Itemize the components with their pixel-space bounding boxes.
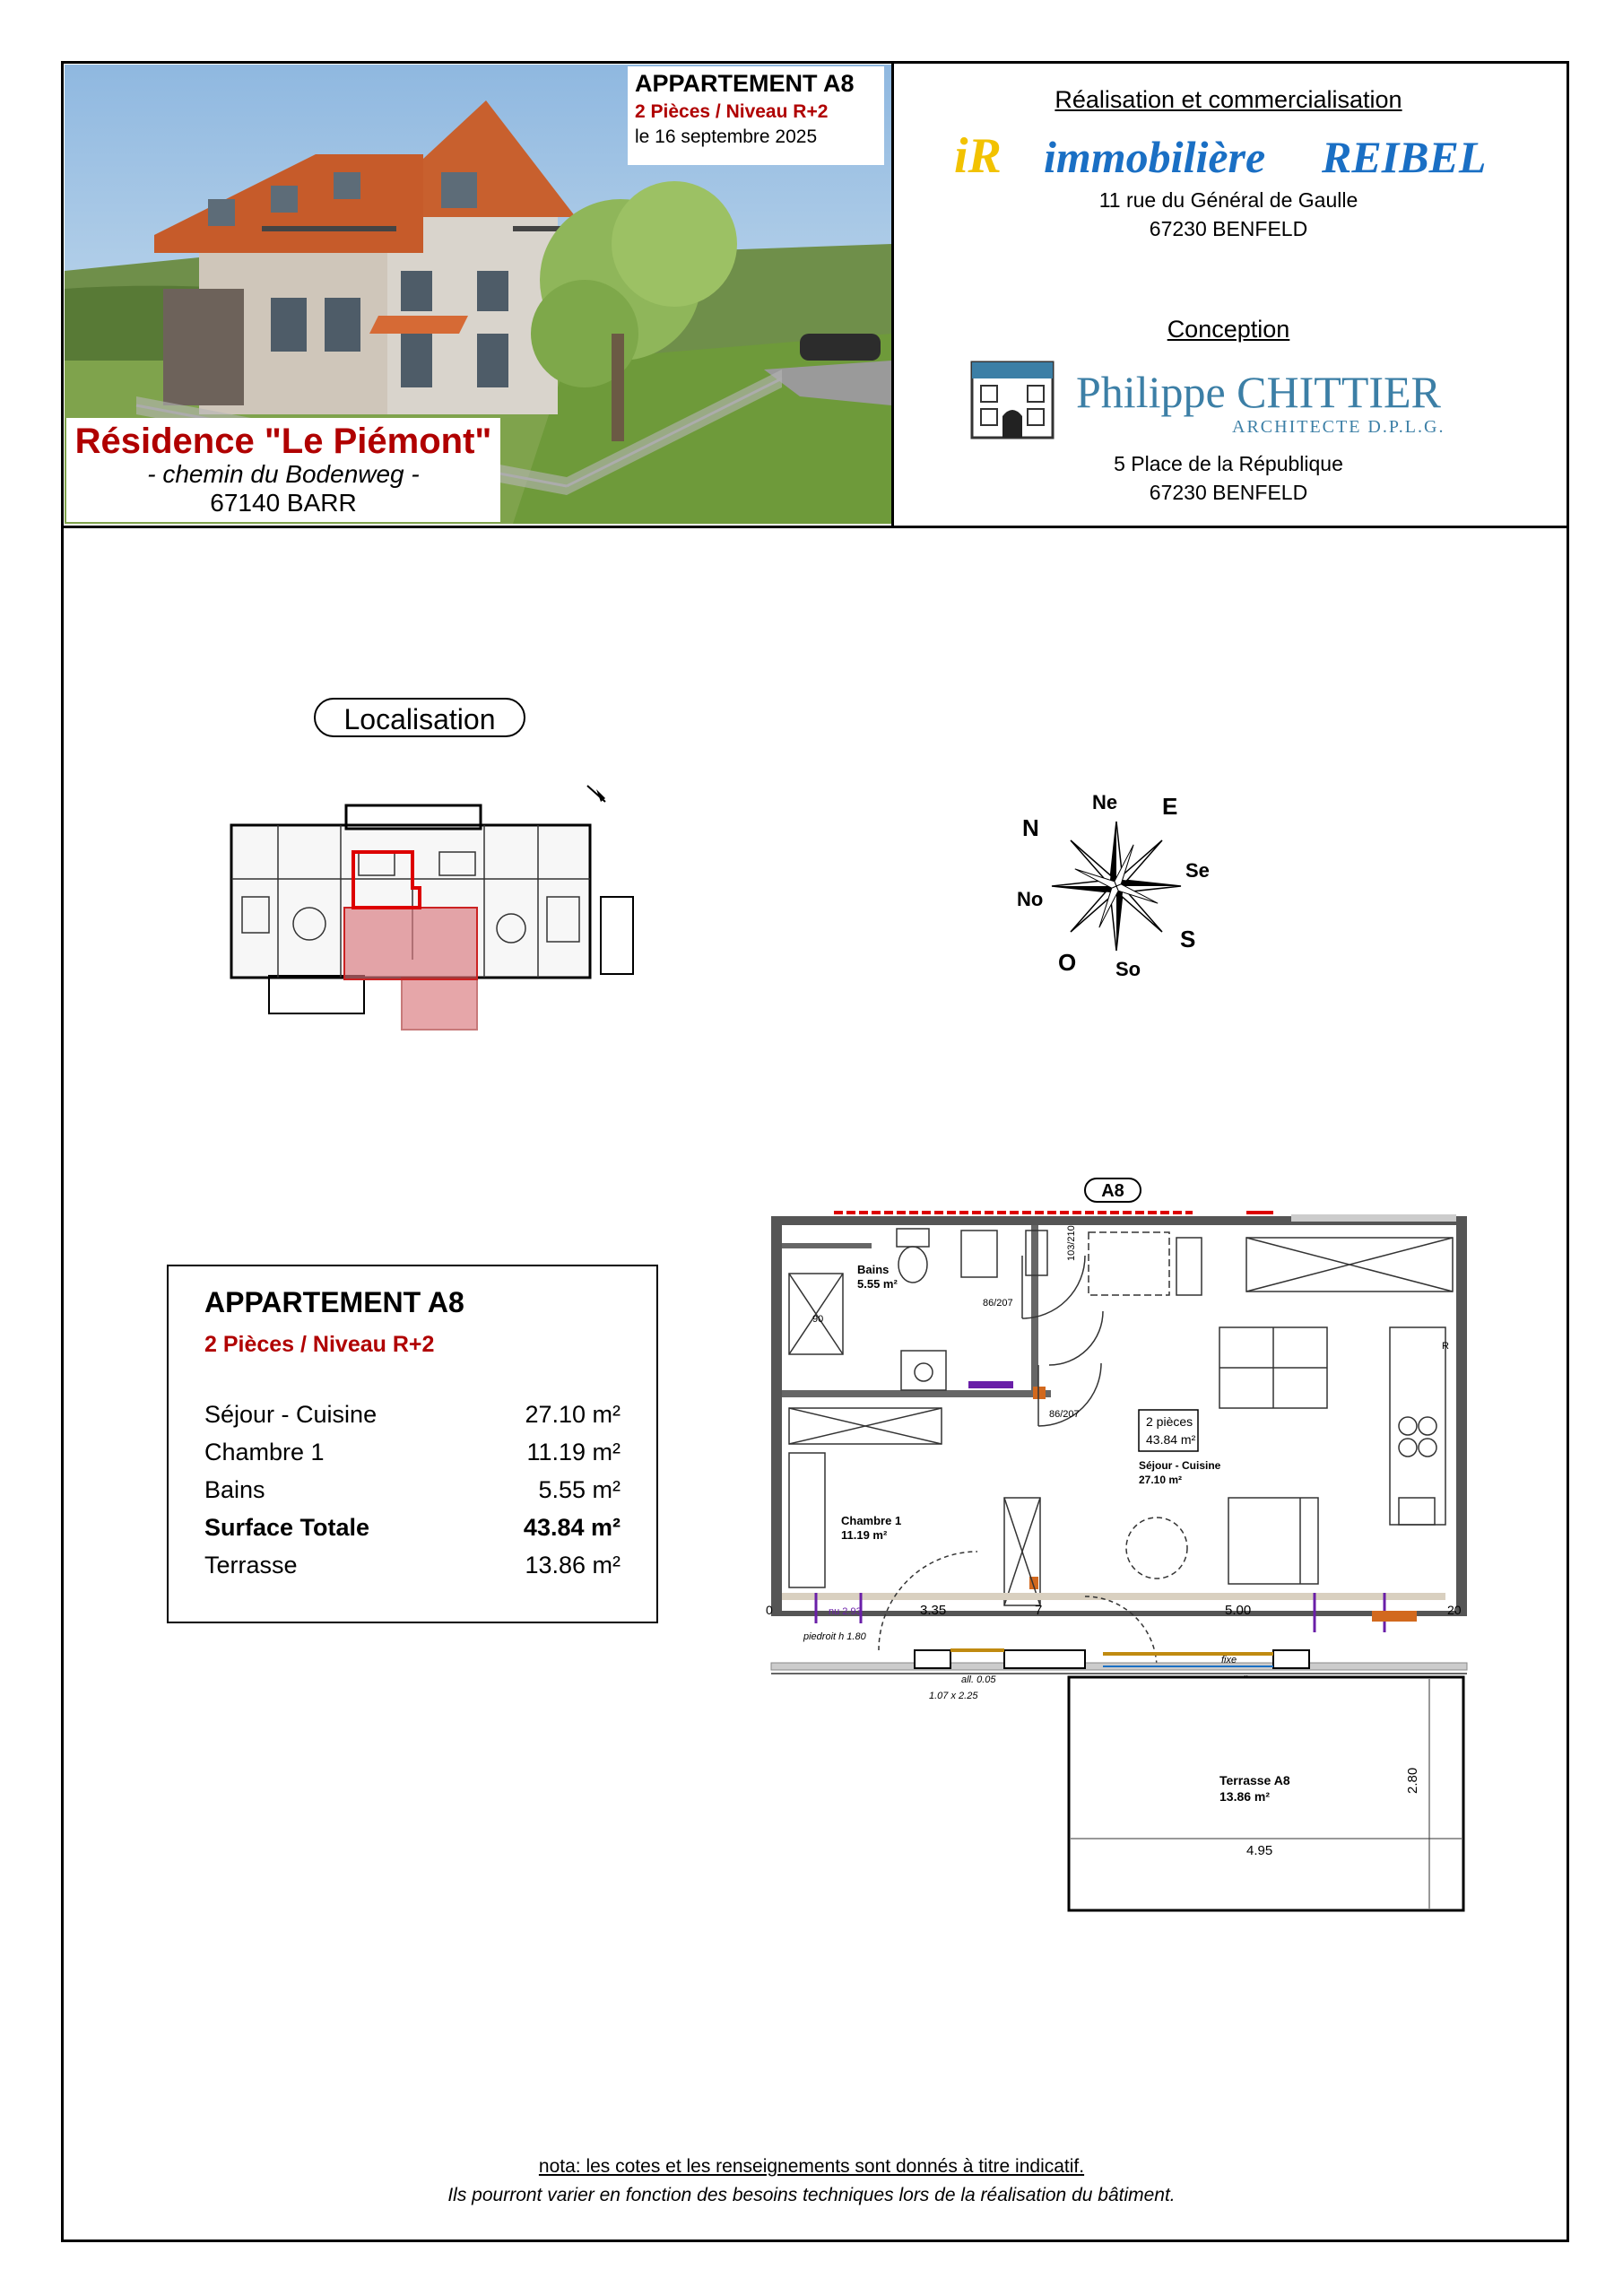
sejour-area: 27.10 m² xyxy=(1139,1474,1183,1486)
dim-edge-left: 0 xyxy=(766,1603,773,1617)
architect-name: Philippe CHITTIER xyxy=(1076,367,1441,417)
note-line2: Ils pourront varier en fonction des besoins techniques lors de la réalisation du bâtiment. xyxy=(447,2185,1176,2205)
residence-street: - chemin du Bodenweg - xyxy=(147,460,420,488)
door-size-bains: 86/207 xyxy=(983,1298,1013,1309)
reibel-address-line1: 11 rue du Général de Gaulle xyxy=(1098,188,1358,212)
note-line1: nota: les cotes et les renseignements sont donnés à titre indicatif. xyxy=(538,2156,1085,2177)
apartment-subtitle: 2 Pièces / Niveau R+2 xyxy=(635,101,829,122)
area-subtitle: 2 Pièces / Niveau R+2 xyxy=(204,1332,435,1357)
piedroit-label: piedroit h 1.80 xyxy=(803,1631,866,1642)
compass-rose xyxy=(1004,780,1228,987)
reibel-logo-prefix: iR xyxy=(954,128,1002,184)
terrasse-width: 4.95 xyxy=(1246,1843,1273,1858)
terrasse-area: 13.86 m² xyxy=(1219,1789,1271,1804)
house-icon xyxy=(972,362,1053,438)
architect-title: ARCHITECTE D.P.L.G. xyxy=(1232,417,1445,437)
area-value: 11.19 m² xyxy=(526,1438,621,1465)
table-row xyxy=(204,1396,621,1433)
terrasse-depth: 2.80 xyxy=(1405,1767,1420,1794)
pieces-area: 43.84 m² xyxy=(1146,1432,1196,1447)
area-value: 13.86 m² xyxy=(525,1551,621,1578)
header-vertical-divider xyxy=(891,61,894,527)
chittier-address-line2: 67230 BENFELD xyxy=(1149,481,1308,504)
apartment-header-box xyxy=(628,66,884,165)
dim-right: 5.00 xyxy=(1225,1603,1252,1618)
residence-name: Résidence "Le Piémont" xyxy=(74,422,492,461)
reibel-address-line2: 67230 BENFELD xyxy=(1149,217,1308,240)
localisation-label: Localisation xyxy=(314,698,525,737)
area-table xyxy=(204,1396,621,1584)
header-divider xyxy=(61,526,1569,528)
compass-ne: Ne xyxy=(1092,791,1118,813)
door-size-chambre: 86/207 xyxy=(1049,1409,1080,1420)
localisation-site-plan xyxy=(224,780,646,1040)
terrasse-label: Terrasse A8 xyxy=(1219,1773,1290,1787)
compass-s: S xyxy=(1180,926,1196,952)
plan-tag: A8 xyxy=(1101,1181,1124,1201)
shower-size: 90 xyxy=(812,1314,824,1325)
pieces-label: 2 pièces xyxy=(1146,1414,1193,1429)
dim-edge-right: 20 xyxy=(1447,1603,1462,1617)
table-row xyxy=(204,1471,621,1509)
fixe-label: fixe xyxy=(1221,1655,1237,1665)
compass-e: E xyxy=(1162,793,1178,820)
conception-heading: Conception xyxy=(1167,316,1290,343)
document-date: le 16 septembre 2025 xyxy=(635,126,818,147)
compass-o: O xyxy=(1058,949,1077,976)
compass-se: Se xyxy=(1185,859,1210,882)
reibel-logo-word1: immobilière xyxy=(1044,132,1266,182)
commercialisation-heading: Réalisation et commercialisation xyxy=(1055,86,1402,113)
bains-label: Bains xyxy=(857,1263,890,1276)
area-value: 5.55 m² xyxy=(538,1475,621,1503)
area-value: 43.84 m² xyxy=(523,1513,621,1541)
area-summary xyxy=(167,1265,658,1623)
chambre-label: Chambre 1 xyxy=(841,1514,902,1527)
residence-city: 67140 BARR xyxy=(210,489,357,517)
chittier-logo xyxy=(965,357,1503,447)
compass-n: N xyxy=(1022,814,1039,841)
fridge-label: R xyxy=(1442,1341,1449,1352)
dim-left: 3.35 xyxy=(920,1603,947,1618)
reibel-logo-word2: REIBEL xyxy=(1322,132,1487,182)
area-label: Surface Totale xyxy=(204,1513,370,1541)
nu-label: nu 2.93 xyxy=(829,1606,862,1617)
area-title: APPARTEMENT A8 xyxy=(204,1286,464,1318)
area-label: Séjour - Cuisine xyxy=(204,1400,378,1428)
table-row xyxy=(204,1509,621,1546)
area-label: Chambre 1 xyxy=(204,1438,325,1465)
reibel-logo xyxy=(954,120,1492,192)
floor-plan xyxy=(762,1175,1480,1919)
window-size-1: 1.07 x 2.25 xyxy=(929,1691,978,1701)
sejour-label: Séjour - Cuisine xyxy=(1139,1459,1221,1472)
door-size-entry: 103/210 xyxy=(1066,1225,1077,1261)
area-value: 27.10 m² xyxy=(525,1400,621,1428)
residence-box xyxy=(66,418,500,522)
table-row xyxy=(204,1433,621,1471)
compass-so: So xyxy=(1115,958,1141,980)
dim-mid: 7 xyxy=(1035,1603,1043,1618)
all-label-1: all. 0.05 xyxy=(961,1674,996,1685)
area-label: Terrasse xyxy=(204,1551,298,1578)
compass-no: No xyxy=(1017,888,1044,910)
chambre-area: 11.19 m² xyxy=(841,1528,888,1542)
table-row xyxy=(204,1546,621,1584)
chittier-address-line1: 5 Place de la République xyxy=(1114,452,1343,475)
bains-area: 5.55 m² xyxy=(857,1277,898,1291)
area-label: Bains xyxy=(204,1475,265,1503)
apartment-title: APPARTEMENT A8 xyxy=(635,70,855,97)
